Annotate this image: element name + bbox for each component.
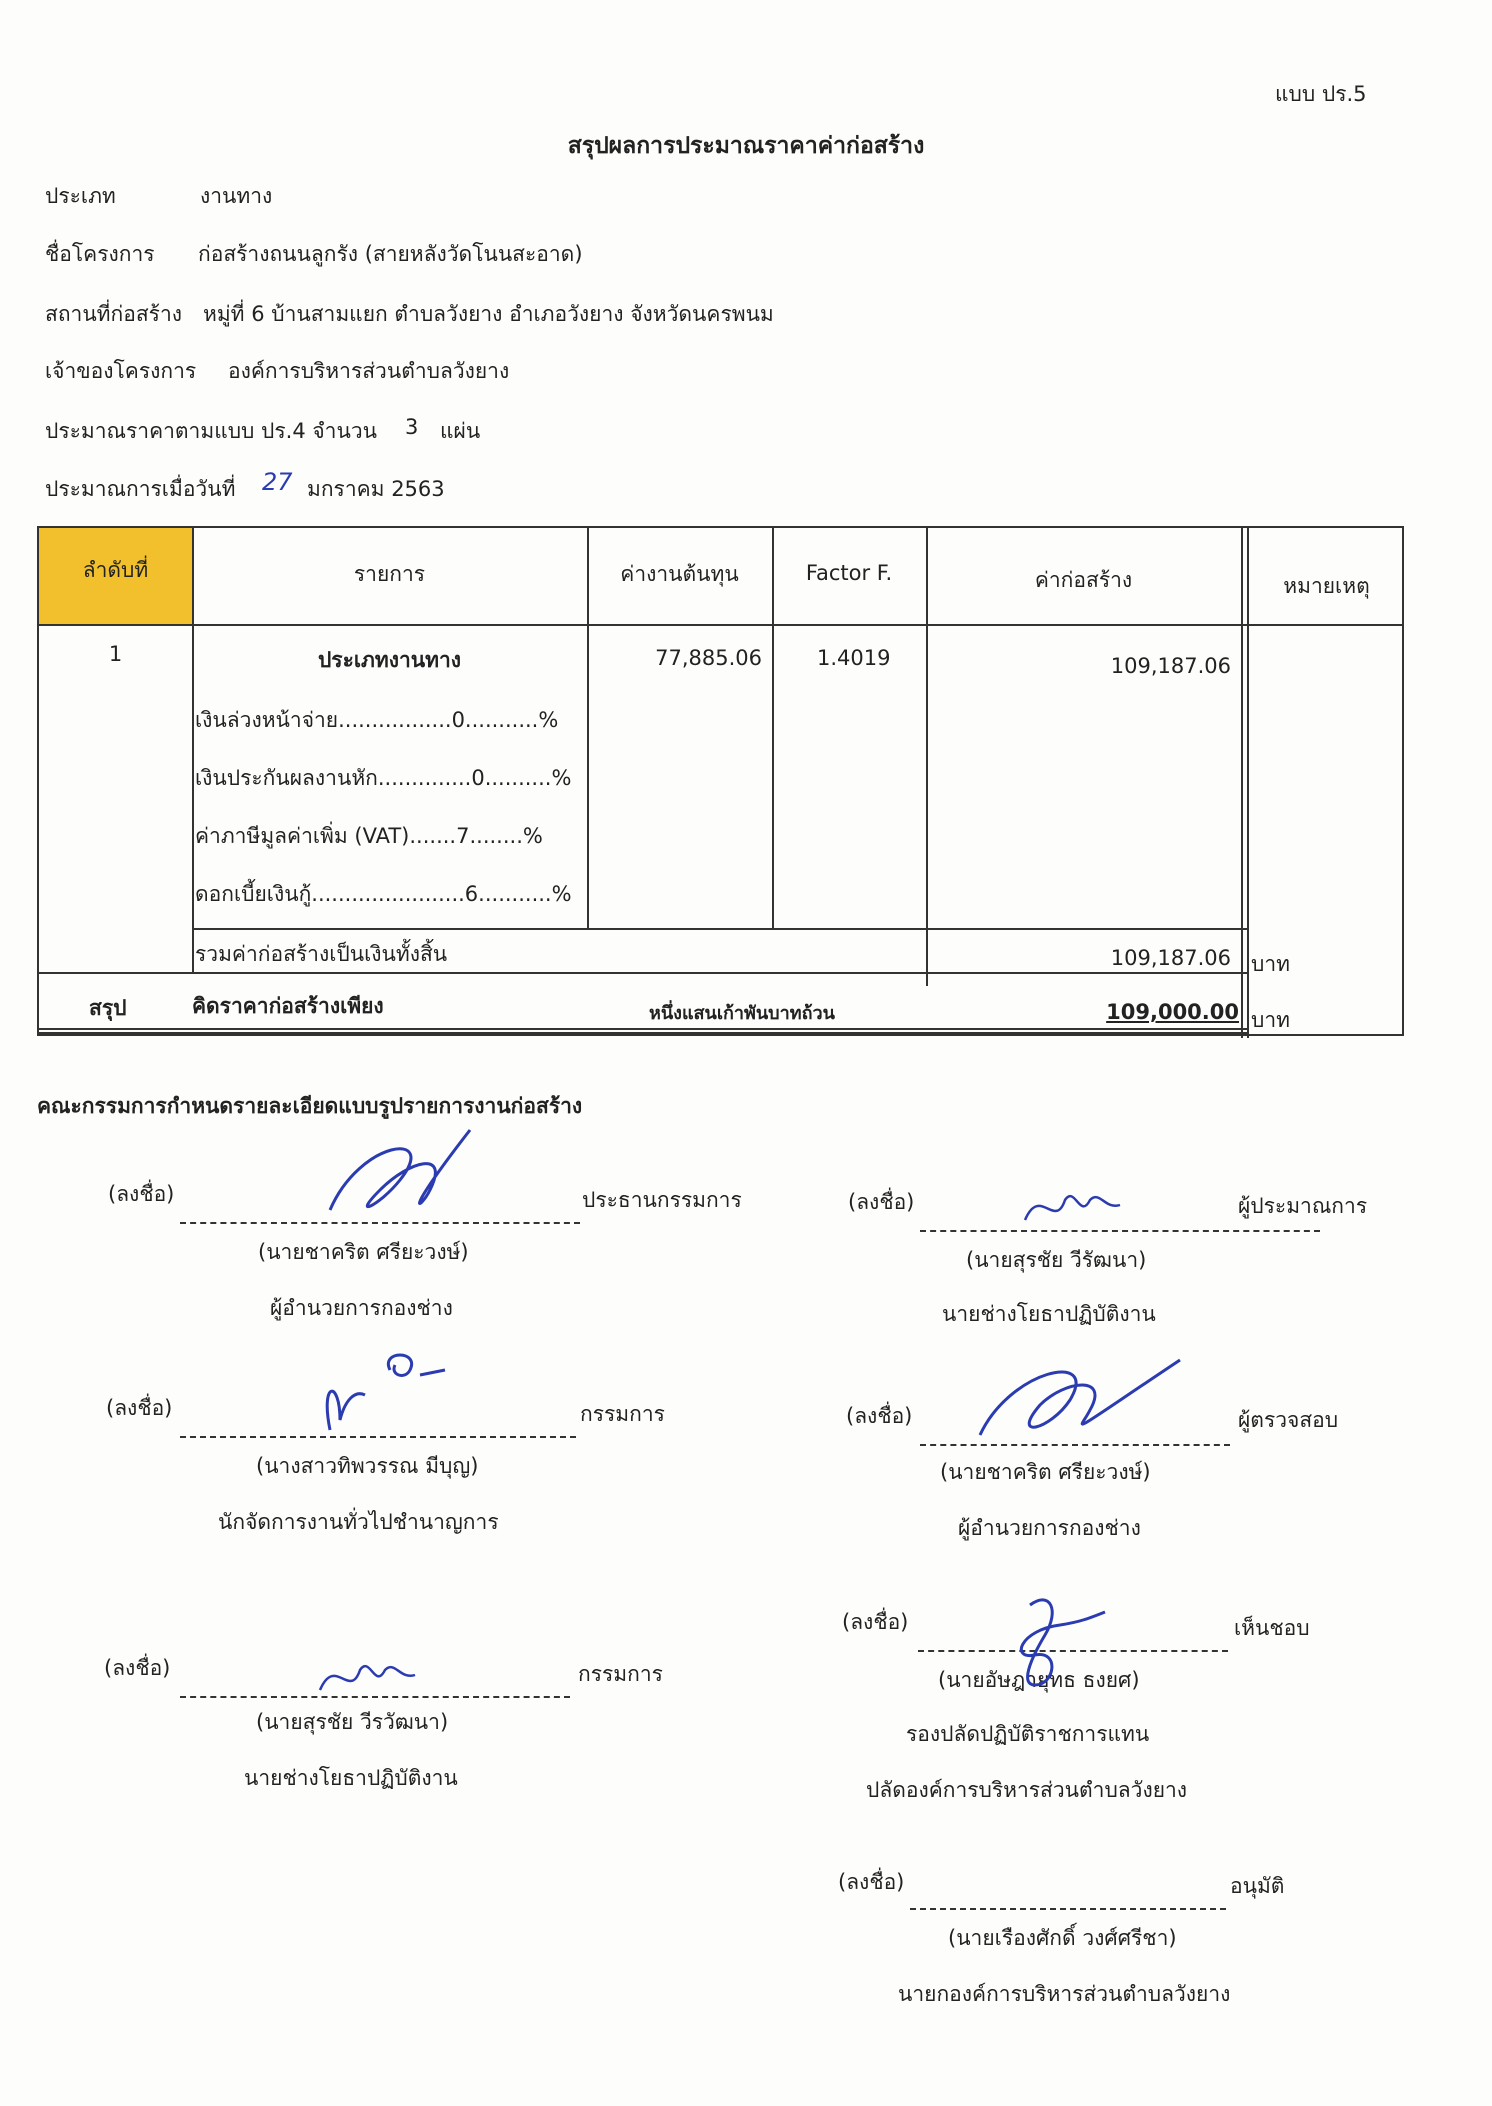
date-day-handwritten: 27 [262,468,293,496]
signer-position: ผู้อำนวยการกองช่าง [270,1296,453,1320]
header-factor: Factor F. [805,561,893,585]
signer-position-2: ปลัดองค์การบริหารส่วนตำบลวังยาง [866,1778,1188,1802]
sign-prefix: (ลงชื่อ) [106,1396,173,1420]
total-value: 109,187.06 [1110,946,1231,970]
header-construction: ค่าก่อสร้าง [1034,568,1133,592]
signer-name: (นายสุรชัย วีรวัฒนา) [256,1710,449,1734]
signer-position: รองปลัดปฏิบัติราชการแทน [906,1722,1150,1746]
project-label: ชื่อโครงการ [45,242,155,266]
summary-words: หนึ่งแสนเก้าพันบาทถ้วน [649,1003,835,1024]
header-item: รายการ [353,562,426,586]
sign-prefix: (ลงชื่อ) [108,1182,175,1206]
row-no: 1 [108,642,123,666]
owner-value: องค์การบริหารส่วนตำบลวังยาง [228,359,510,383]
site-label: สถานที่ก่อสร้าง [45,302,182,326]
date-month-year: มกราคม 2563 [307,477,445,501]
row-cost: 77,885.06 [655,646,762,670]
signer-position: นักจัดการงานทั่วไปชำนาญการ [218,1510,499,1534]
signer-role: ประธานกรรมการ [582,1188,742,1212]
signer-role: กรรมการ [578,1662,663,1686]
date-label: ประมาณการเมื่อวันที่ [45,477,236,501]
header-cost: ค่างานต้นทุน [620,562,739,586]
site-value: หมู่ที่ 6 บ้านสามแยก ตำบลวังยาง อำเภอวังยาง จังหวัดนครพนม [203,302,774,326]
summary-value: 109,000.00 [1106,1000,1239,1024]
committee-title: คณะกรรมการกำหนดรายละเอียดแบบรูปรายการงานก่อสร้าง [37,1094,583,1118]
signer-name: (นายชาคริต ศรียะวงษ์) [940,1460,1151,1484]
summary-text: คิดราคาก่อสร้างเพียง [192,994,384,1018]
signer-name: (นายชาคริต ศรียะวงษ์) [258,1240,469,1264]
sub-item-vat: ค่าภาษีมูลค่าเพิ่ม (VAT).......7........% [195,824,543,848]
owner-label: เจ้าของโครงการ [45,359,197,383]
signature-mark [315,1650,435,1700]
signature-mark [320,1120,490,1230]
row-construction: 109,187.06 [1110,654,1231,678]
signer-position: ผู้อำนวยการกองช่าง [958,1516,1141,1540]
summary-label: สรุป [89,996,127,1020]
estimate-pages: 3 [405,415,419,439]
sign-prefix: (ลงชื่อ) [104,1656,171,1680]
project-value: ก่อสร้างถนนลูกรัง (สายหลังวัดโนนสะอาด) [198,242,583,266]
sign-prefix: (ลงชื่อ) [842,1610,909,1634]
type-label: ประเภท [45,184,116,208]
signer-name: (นางสาวทิพวรรณ มีบุญ) [256,1454,479,1478]
signature-mark [990,1590,1120,1700]
sub-item-retention: เงินประกันผลงานหัก..............0..........% [195,766,572,790]
document-title: สรุปผลการประมาณราคาค่าก่อสร้าง [567,133,925,159]
signer-role: ผู้ประมาณการ [1238,1194,1368,1218]
signer-role: เห็นชอบ [1234,1616,1310,1640]
signature-line [910,1908,1226,1910]
signature-mark [310,1340,470,1440]
sub-item-advance: เงินล่วงหน้าจ่าย.................0...........% [195,708,559,732]
sign-prefix: (ลงชื่อ) [838,1870,905,1894]
signer-role: กรรมการ [580,1402,665,1426]
signer-role: อนุมัติ [1230,1874,1285,1898]
sign-prefix: (ลงชื่อ) [848,1190,915,1214]
signature-mark [970,1340,1190,1450]
row-factor: 1.4019 [817,646,891,670]
pages-unit: แผ่น [440,419,481,443]
sub-item-interest: ดอกเบี้ยเงินกู้.......................6...........% [195,882,572,906]
signature-mark [1020,1180,1140,1230]
total-unit: บาท [1251,952,1290,976]
estimate-ref: ประมาณราคาตามแบบ ปร.4 จำนวน [45,419,377,443]
header-no: ลำดับที่ [82,558,149,582]
signature-line [920,1230,1320,1232]
signer-role: ผู้ตรวจสอบ [1238,1408,1339,1432]
sign-prefix: (ลงชื่อ) [846,1404,913,1428]
signer-name: (นายอัษฎายุทธ ธงยศ) [938,1668,1140,1692]
signer-name: (นายสุรชัย วีรัฒนา) [966,1248,1147,1272]
signer-name: (นายเรืองศักดิ์ วงศ์ศรีชา) [948,1926,1177,1950]
form-code: แบบ ปร.5 [1275,82,1367,106]
type-value: งานทาง [200,184,273,208]
signer-position: นายช่างโยธาปฏิบัติงาน [244,1766,458,1790]
header-remark: หมายเหตุ [1283,574,1370,598]
row-item: ประเภทงานทาง [317,648,462,672]
signer-position: นายช่างโยธาปฏิบัติงาน [942,1302,1156,1326]
estimate-table [37,526,1404,1036]
total-label: รวมค่าก่อสร้างเป็นเงินทั้งสิ้น [195,942,448,966]
signer-position: นายกองค์การบริหารส่วนตำบลวังยาง [898,1982,1231,2006]
summary-unit: บาท [1251,1008,1290,1032]
